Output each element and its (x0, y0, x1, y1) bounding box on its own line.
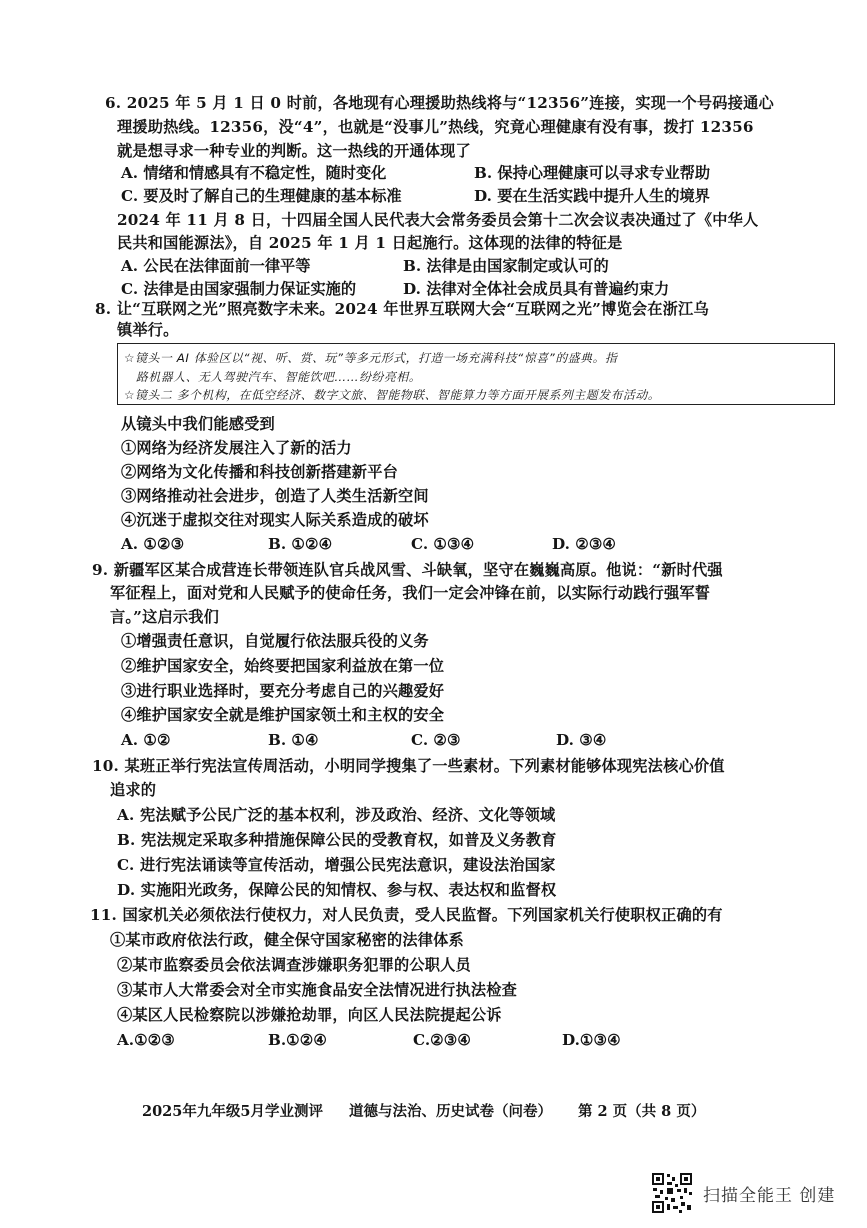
q8-box-line-1: ☆镜头一 AI 体验区以“视、听、赏、玩”等多元形式，打造一场充满科技“惊喜”的盛典。指 (124, 351, 618, 365)
q8-stem-line-2: 镇举行。 (117, 321, 179, 339)
q10-option-c: C. 进行宪法诵读等宣传活动，增强公民宪法意识，建设法治国家 (117, 856, 556, 874)
q8-option-a: A. ①②③ (121, 535, 185, 553)
q9-option-b: B. ①④ (268, 731, 319, 749)
q8-box-line-2: 路机器人、无人驾驶汽车、智能饮吧……纷纷亮相。 (136, 370, 422, 384)
q6-option-c: C. 要及时了解自己的生理健康的基本标准 (121, 187, 402, 205)
q10-option-d: D. 实施阳光政务，保障公民的知情权、参与权、表达权和监督权 (117, 881, 557, 899)
q6-stem-line-3: 就是想寻求一种专业的判断。这一热线的开通体现了 (117, 142, 471, 160)
q9-item-1: ①增强责任意识，自觉履行依法服兵役的义务 (121, 632, 429, 650)
q11-option-c: C.②③④ (413, 1031, 471, 1049)
page-footer (142, 1100, 731, 1121)
q6-option-b: B. 保持心理健康可以寻求专业帮助 (474, 164, 711, 182)
q8-stem-line-1: 8. 让“互联网之光”照亮数字未来。2024 年世界互联网大会“互联网之光”博览会在浙江乌 (95, 300, 709, 318)
q7-stem-line-1: 2024 年 11 月 8 日，十四届全国人民代表大会常务委员会第十二次会议表决通过了《中华人 (117, 211, 759, 229)
q9-option-c: C. ②③ (411, 731, 461, 749)
q8-option-c: C. ①③④ (411, 535, 475, 553)
watermark-text: 扫描全能王 创建 (703, 1185, 836, 1206)
q11-item-1: ①某市政府依法行政，健全保守国家秘密的法律体系 (110, 931, 464, 949)
q10-option-b: B. 宪法规定采取多种措施保障公民的受教育权，如普及义务教育 (117, 831, 557, 849)
scanner-watermark (651, 1171, 835, 1215)
q11-item-2: ②某市监察委员会依法调查涉嫌职务犯罪的公职人员 (117, 956, 471, 974)
q8-item-1: ①网络为经济发展注入了新的活力 (121, 439, 352, 457)
q11-option-a: A.①②③ (117, 1031, 175, 1049)
q8-material-box (117, 343, 835, 405)
q6-stem-line-2: 理援助热线。12356，没“4”，也就是“没事儿”热线，究竟心理健康有没有事，拨打 12356 (117, 118, 754, 136)
q11-option-b: B.①②④ (268, 1031, 327, 1049)
q11-item-3: ③某市人大常委会对全市实施食品安全法情况进行执法检查 (117, 981, 518, 999)
q10-option-a: A. 宪法赋予公民广泛的基本权利，涉及政治、经济、文化等领域 (117, 806, 556, 824)
q8-option-d: D. ②③④ (552, 535, 617, 553)
q9-stem-line-3: 言。”这启示我们 (110, 608, 220, 626)
q9-item-4: ④维护国家安全就是维护国家领土和主权的安全 (121, 706, 445, 724)
q7-option-a: A. 公民在法律面前一律平等 (121, 257, 311, 275)
q9-item-2: ②维护国家安全，始终要把国家利益放在第一位 (121, 657, 445, 675)
q6-option-d: D. 要在生活实践中提升人生的境界 (474, 187, 710, 205)
q8-option-b: B. ①②④ (268, 535, 333, 553)
q6-stem-line-1: 6. 2025 年 5 月 1 日 0 时前，各地现有心理援助热线将与“12356”连接，实现一个号码接通心 (105, 94, 774, 112)
q8-question: 从镜头中我们能感受到 (121, 415, 275, 433)
q9-option-d: D. ③④ (556, 731, 607, 749)
q11-option-d: D.①③④ (562, 1031, 621, 1049)
q7-option-b: B. 法律是由国家制定或认可的 (403, 257, 609, 275)
footer-page-number: 第 2 页（共 8 页） (577, 1103, 706, 1120)
q9-stem-line-2: 军征程上，面对党和人民赋予的使命任务，我们一定会冲锋在前，以实际行动践行强军誓 (110, 584, 711, 602)
q7-option-d: D. 法律对全体社会成员具有普遍约束力 (403, 280, 670, 298)
q8-item-2: ②网络为文化传播和科技创新搭建新平台 (121, 463, 398, 481)
q11-item-4: ④某区人民检察院以涉嫌抢劫罪，向区人民法院提起公诉 (117, 1006, 502, 1024)
footer-exam-name: 2025年九年级5月学业测评 (142, 1103, 323, 1120)
q9-option-a: A. ①② (121, 731, 171, 749)
q9-stem-line-1: 9. 新疆军区某合成营连长带领连队官兵战风雪、斗缺氧，坚守在巍巍高原。他说：“新时代强 (92, 561, 723, 579)
qr-code-icon (651, 1172, 693, 1214)
footer-subject: 道德与法治、历史试卷（问卷） (348, 1103, 552, 1120)
q8-item-3: ③网络推动社会进步，创造了人类生活新空间 (121, 487, 429, 505)
q11-stem: 11. 国家机关必须依法行使权力，对人民负责，受人民监督。下列国家机关行使职权正确的有 (90, 906, 723, 924)
q10-stem-line-1: 10. 某班正举行宪法宣传周活动，小明同学搜集了一些素材。下列素材能够体现宪法核心价值 (92, 757, 725, 775)
q8-box-line-3: ☆镜头二 多个机构，在低空经济、数字文旅、智能物联、智能算力等方面开展系列主题发布活动。 (124, 388, 661, 402)
q8-item-4: ④沉迷于虚拟交往对现实人际关系造成的破坏 (121, 511, 429, 529)
q7-option-c: C. 法律是由国家强制力保证实施的 (121, 280, 357, 298)
q7-stem-line-2: 民共和国能源法》，自 2025 年 1 月 1 日起施行。这体现的法律的特征是 (117, 234, 623, 252)
q10-stem-line-2: 追求的 (110, 781, 157, 799)
q6-option-a: A. 情绪和情感具有不稳定性，随时变化 (121, 164, 387, 182)
q9-item-3: ③进行职业选择时，要充分考虑自己的兴趣爱好 (121, 682, 445, 700)
